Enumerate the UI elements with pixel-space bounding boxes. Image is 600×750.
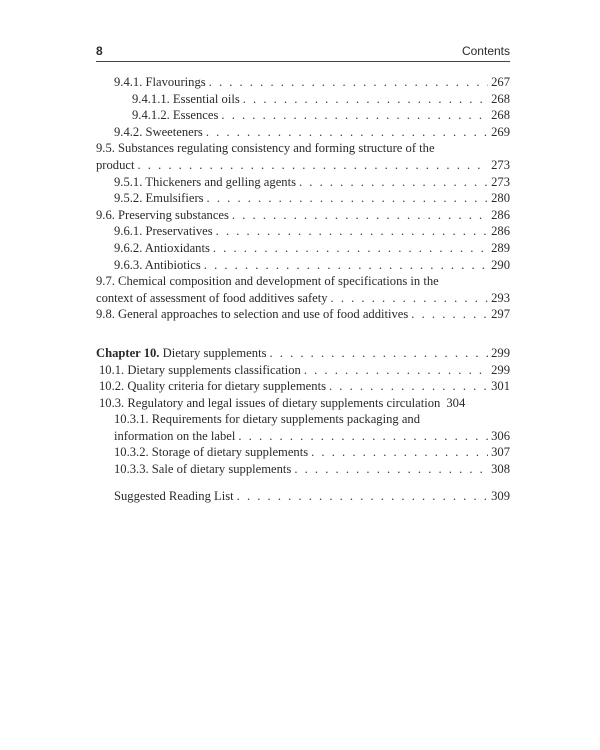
dot-leader bbox=[204, 257, 488, 274]
toc-entry bbox=[96, 174, 510, 191]
toc-entry-page: 280 bbox=[491, 191, 510, 206]
section-gap bbox=[96, 478, 510, 488]
section-gap bbox=[96, 323, 510, 345]
toc-entry-title: 9.8. General approaches to selection and use of food additives bbox=[96, 307, 409, 322]
toc-chapter-entry bbox=[96, 345, 510, 362]
toc-entry bbox=[96, 124, 510, 141]
toc-entry-page: 286 bbox=[491, 224, 510, 239]
table-of-contents bbox=[96, 74, 510, 504]
dot-leader bbox=[243, 91, 488, 108]
toc-entry-title: 9.4.2. Sweeteners bbox=[114, 124, 203, 139]
toc-entry-title: 9.4.1.2. Essences bbox=[132, 108, 219, 123]
toc-entry bbox=[96, 378, 510, 395]
toc-entry-page: 293 bbox=[491, 290, 510, 305]
toc-entry-title: 9.6.2. Antioxidants bbox=[114, 240, 210, 255]
toc-entry bbox=[96, 411, 510, 444]
toc-entry bbox=[96, 444, 510, 461]
page-number: 8 bbox=[96, 44, 103, 58]
toc-entry-page: 299 bbox=[491, 345, 510, 360]
toc-entry-page: 299 bbox=[491, 362, 510, 377]
toc-entry-title: Suggested Reading List bbox=[114, 488, 234, 503]
toc-entry bbox=[96, 74, 510, 91]
toc-entry-title: 9.6. Preserving substances bbox=[96, 207, 229, 222]
toc-entry-page: 297 bbox=[491, 307, 510, 322]
toc-entry-page: 306 bbox=[491, 428, 510, 443]
toc-entry-title: 9.6.1. Preservatives bbox=[114, 224, 213, 239]
toc-entry bbox=[96, 107, 510, 124]
toc-entry bbox=[96, 240, 510, 257]
toc-entry-title: 9.4.1. Flavourings bbox=[114, 75, 206, 89]
dot-leader bbox=[294, 461, 488, 478]
toc-entry-page: 289 bbox=[491, 240, 510, 255]
toc-entry bbox=[96, 207, 510, 224]
toc-entry-title-line1: 10.3.1. Requirements for dietary supplements packaging and bbox=[114, 412, 421, 427]
toc-entry-title: 9.5.1. Thickeners and gelling agents bbox=[114, 174, 296, 189]
dot-leader bbox=[269, 345, 488, 362]
running-header bbox=[96, 41, 510, 62]
toc-entry-page: 308 bbox=[491, 462, 510, 477]
toc-entry-title-line1: 9.5. Substances regulating consistency and forming structure of the bbox=[96, 141, 435, 156]
dot-leader bbox=[311, 444, 488, 461]
dot-leader bbox=[329, 378, 488, 395]
toc-chapter-title bbox=[96, 345, 266, 362]
dot-leader bbox=[411, 306, 488, 323]
dot-leader bbox=[232, 207, 488, 224]
toc-entry-page: 267 bbox=[491, 75, 510, 89]
toc-entry bbox=[96, 190, 510, 207]
toc-entry bbox=[96, 223, 510, 240]
toc-entry-page: 304 bbox=[446, 395, 466, 410]
toc-entry-page: 290 bbox=[491, 257, 510, 272]
dot-leader bbox=[137, 157, 488, 174]
toc-entry-page: 301 bbox=[491, 379, 510, 394]
toc-entry-title: 10.2. Quality criteria for dietary supplements bbox=[99, 379, 326, 394]
toc-entry-page: 273 bbox=[491, 174, 510, 189]
dot-leader bbox=[207, 190, 489, 207]
toc-entry bbox=[96, 91, 510, 108]
toc-entry-page: 286 bbox=[491, 207, 510, 222]
toc-entry bbox=[96, 306, 510, 323]
toc-entry bbox=[96, 362, 510, 379]
toc-entry bbox=[96, 140, 510, 173]
dot-leader bbox=[213, 240, 488, 257]
dot-leader bbox=[331, 290, 489, 307]
toc-entry bbox=[96, 395, 510, 412]
toc-entry-title-line2: product bbox=[96, 157, 135, 172]
toc-entry-title: 10.3.2. Storage of dietary supplements bbox=[114, 445, 309, 460]
dot-leader bbox=[238, 428, 488, 445]
toc-entry-page: 307 bbox=[491, 445, 510, 460]
toc-entry bbox=[96, 488, 510, 505]
dot-leader bbox=[216, 223, 488, 240]
toc-entry-page: 268 bbox=[491, 108, 510, 123]
chapter-title: Dietary supplements bbox=[162, 345, 267, 360]
toc-entry-title-line2: context of assessment of food additives safety bbox=[96, 290, 328, 305]
dot-leader bbox=[206, 124, 488, 141]
toc-entry-page: 309 bbox=[491, 488, 510, 503]
dot-leader bbox=[299, 174, 488, 191]
toc-entry-title: 10.1. Dietary supplements classification bbox=[99, 362, 301, 377]
toc-entry-title: 9.4.1.1. Essential oils bbox=[132, 91, 240, 106]
toc-entry-title: 10.3. Regulatory and legal issues of dietary supplements circulation bbox=[99, 395, 441, 410]
toc-entry bbox=[96, 273, 510, 306]
toc-entry bbox=[96, 461, 510, 478]
chapter-label: Chapter 10. bbox=[96, 345, 160, 360]
toc-entry-title-line1: 9.7. Chemical composition and development of specifications in the bbox=[96, 274, 439, 289]
dot-leader bbox=[221, 107, 488, 124]
toc-entry-title: 9.5.2. Emulsifiers bbox=[114, 191, 204, 206]
toc-entry-title: 9.6.3. Antibiotics bbox=[114, 257, 201, 272]
dot-leader bbox=[304, 362, 488, 379]
running-head-title: Contents bbox=[461, 44, 510, 58]
toc-entry-page: 269 bbox=[491, 124, 510, 139]
toc-entry-title-line2: information on the label bbox=[114, 428, 236, 443]
toc-entry-title: 10.3.3. Sale of dietary supplements bbox=[114, 462, 292, 477]
dot-leader bbox=[209, 74, 488, 91]
dot-leader bbox=[237, 488, 488, 505]
toc-entry-page: 273 bbox=[491, 157, 510, 172]
toc-entry bbox=[96, 257, 510, 274]
toc-entry-page: 268 bbox=[491, 91, 510, 106]
